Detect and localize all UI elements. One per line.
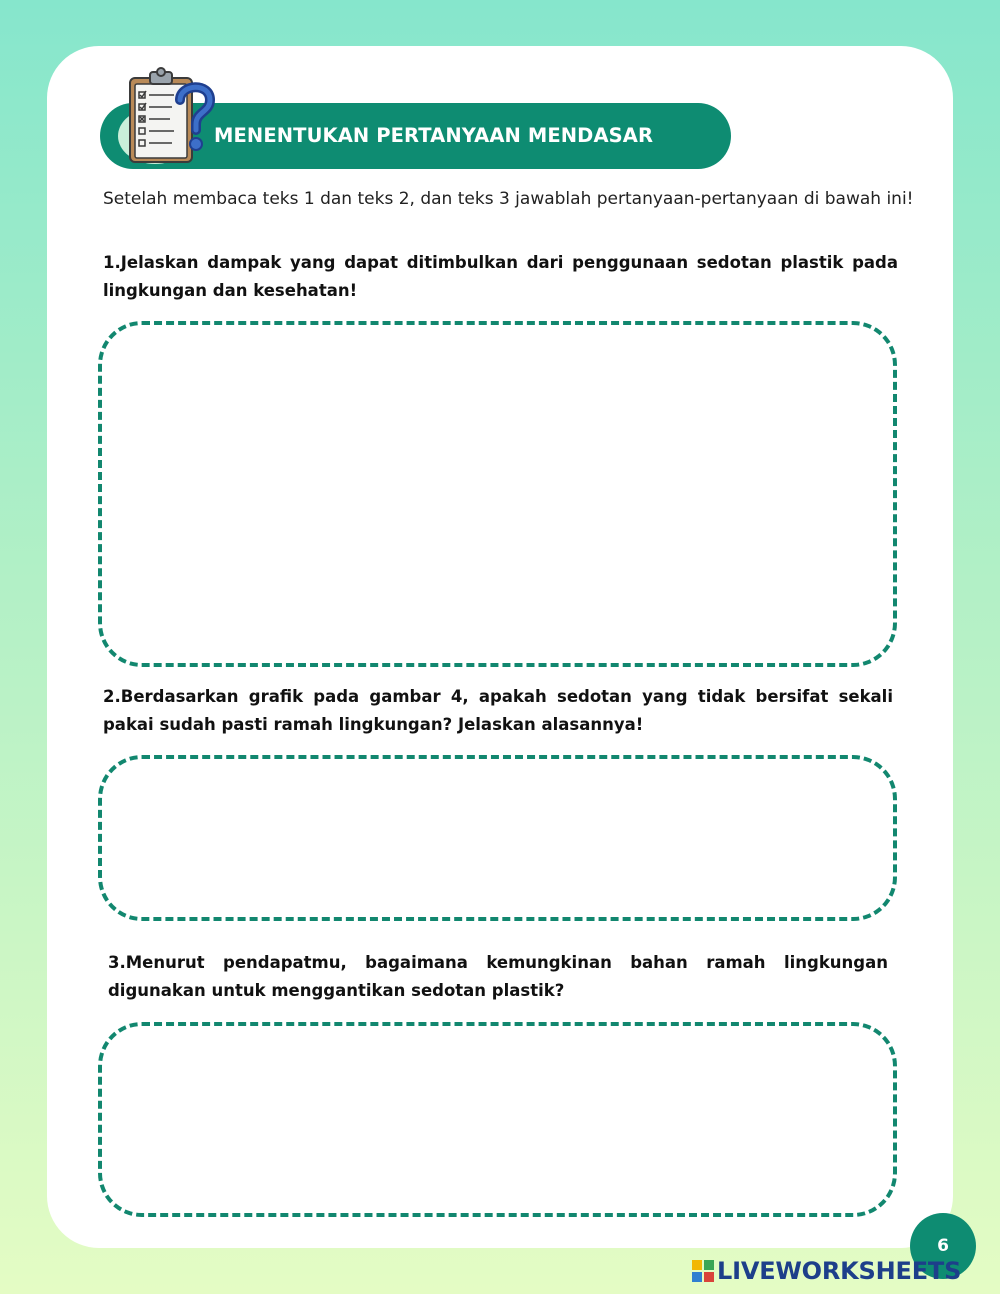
answer-box-3[interactable] [98, 1022, 897, 1217]
question-2: 2.Berdasarkan grafik pada gambar 4, apakah sedotan yang tidak bersifat sekali pakai sudah pasti ramah lingkungan? Jelaskan alasannya! [103, 687, 893, 734]
liveworksheets-logo-icon [692, 1260, 714, 1282]
clipboard-question-icon [124, 66, 216, 166]
instructions-text: Setelah membaca teks 1 dan teks 2, dan teks 3 jawablah pertanyaan-pertanyaan di bawah ini! [103, 189, 914, 209]
answer-box-1[interactable] [98, 321, 897, 667]
liveworksheets-logo[interactable] [692, 1256, 961, 1286]
question-1: 1.Jelaskan dampak yang dapat ditimbulkan dari penggunaan sedotan plastik pada lingkungan dan kesehatan! [103, 253, 898, 300]
page-number-badge: 6 [910, 1213, 976, 1279]
answer-box-2[interactable] [98, 755, 897, 921]
liveworksheets-logo-text: LIVEWORKSHEETS [717, 1257, 962, 1285]
section-title: MENENTUKAN PERTANYAAN MENDASAR [214, 124, 654, 147]
question-3: 3.Menurut pendapatmu, bagaimana kemungkinan bahan ramah lingkungan digunakan untuk menggantikan sedotan plastik? [108, 953, 888, 1000]
